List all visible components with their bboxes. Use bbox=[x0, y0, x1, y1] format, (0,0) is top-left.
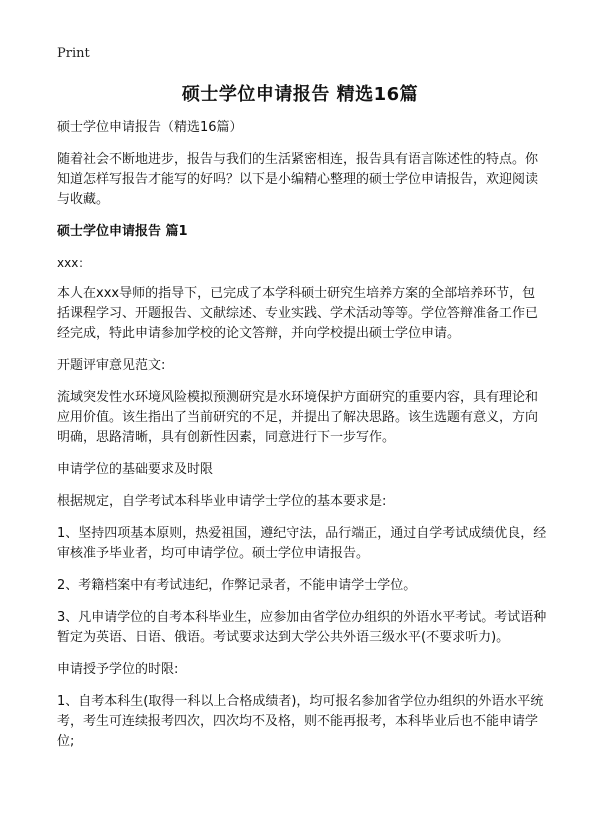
document-body bbox=[57, 118, 547, 752]
intro-paragraph: 随着社会不断地进步，报告与我们的生活紧密相连，报告具有语言陈述性的特点。你知道怎样写报告才能写的好吗？以下是小编精心整理的硕士学位申请报告，欢迎阅读与收藏。 bbox=[57, 152, 539, 207]
body-paragraph: 开题评审意见范文: bbox=[57, 358, 166, 373]
body-paragraph: 流域突发性水环境风险模拟预测研究是水环境保护方面研究的重要内容，具有理论和应用价值。该生指出了当前研究的不足，并提出了解决思路。该生选题有意义，方向明确，思路清晰，具有创新性因素，同意进行下一步写作。 bbox=[57, 390, 539, 445]
page-title: 硕士学位申请报告 精选16篇 bbox=[181, 84, 419, 105]
print-link[interactable]: Print bbox=[57, 46, 90, 61]
body-paragraph: 2、考籍档案中有考试违纪，作弊记录者，不能申请学士学位。 bbox=[57, 578, 417, 593]
section-heading: 硕士学位申请报告 篇1 bbox=[57, 224, 188, 239]
body-paragraph: 1、自考本科生(取得一科以上合格成绩者)，均可报名参加省学位办组织的外语水平统考，考生可连续报考四次，四次均不及格，则不能再报考，本科毕业后也不能申请学位; bbox=[57, 694, 544, 749]
salutation: xxx： bbox=[57, 256, 91, 270]
body-paragraph: 根据规定，自学考试本科毕业申请学士学位的基本要求是: bbox=[57, 494, 387, 509]
body-paragraph: 申请学位的基础要求及时限 bbox=[57, 462, 214, 477]
body-paragraph: 1、坚持四项基本原则，热爱祖国，遵纪守法，品行端正，通过自学考试成绩优良，经审核准予毕业者，均可申请学位。硕士学位申请报告。 bbox=[57, 526, 547, 561]
body-paragraph: 3、凡申请学位的自考本科毕业生，应参加由省学位办组织的外语水平考试。考试语种暂定为英语、日语、俄语。考试要求达到大学公共外语三级水平(不要求听力)。 bbox=[57, 610, 547, 645]
body-paragraph: 本人在xxx导师的指导下，已完成了本学科硕士研究生培养方案的全部培养环节，包括课程学习、开题报告、文献综述、专业实践、学术活动等等。学位答辩准备工作已经完成，特此申请参加学校的论文答辩，并向学校提出硕士学位申请。 bbox=[57, 286, 539, 341]
body-paragraph: 申请授予学位的时限: bbox=[57, 662, 179, 677]
document-subtitle: 硕士学位申请报告（精选16篇） bbox=[57, 120, 243, 135]
